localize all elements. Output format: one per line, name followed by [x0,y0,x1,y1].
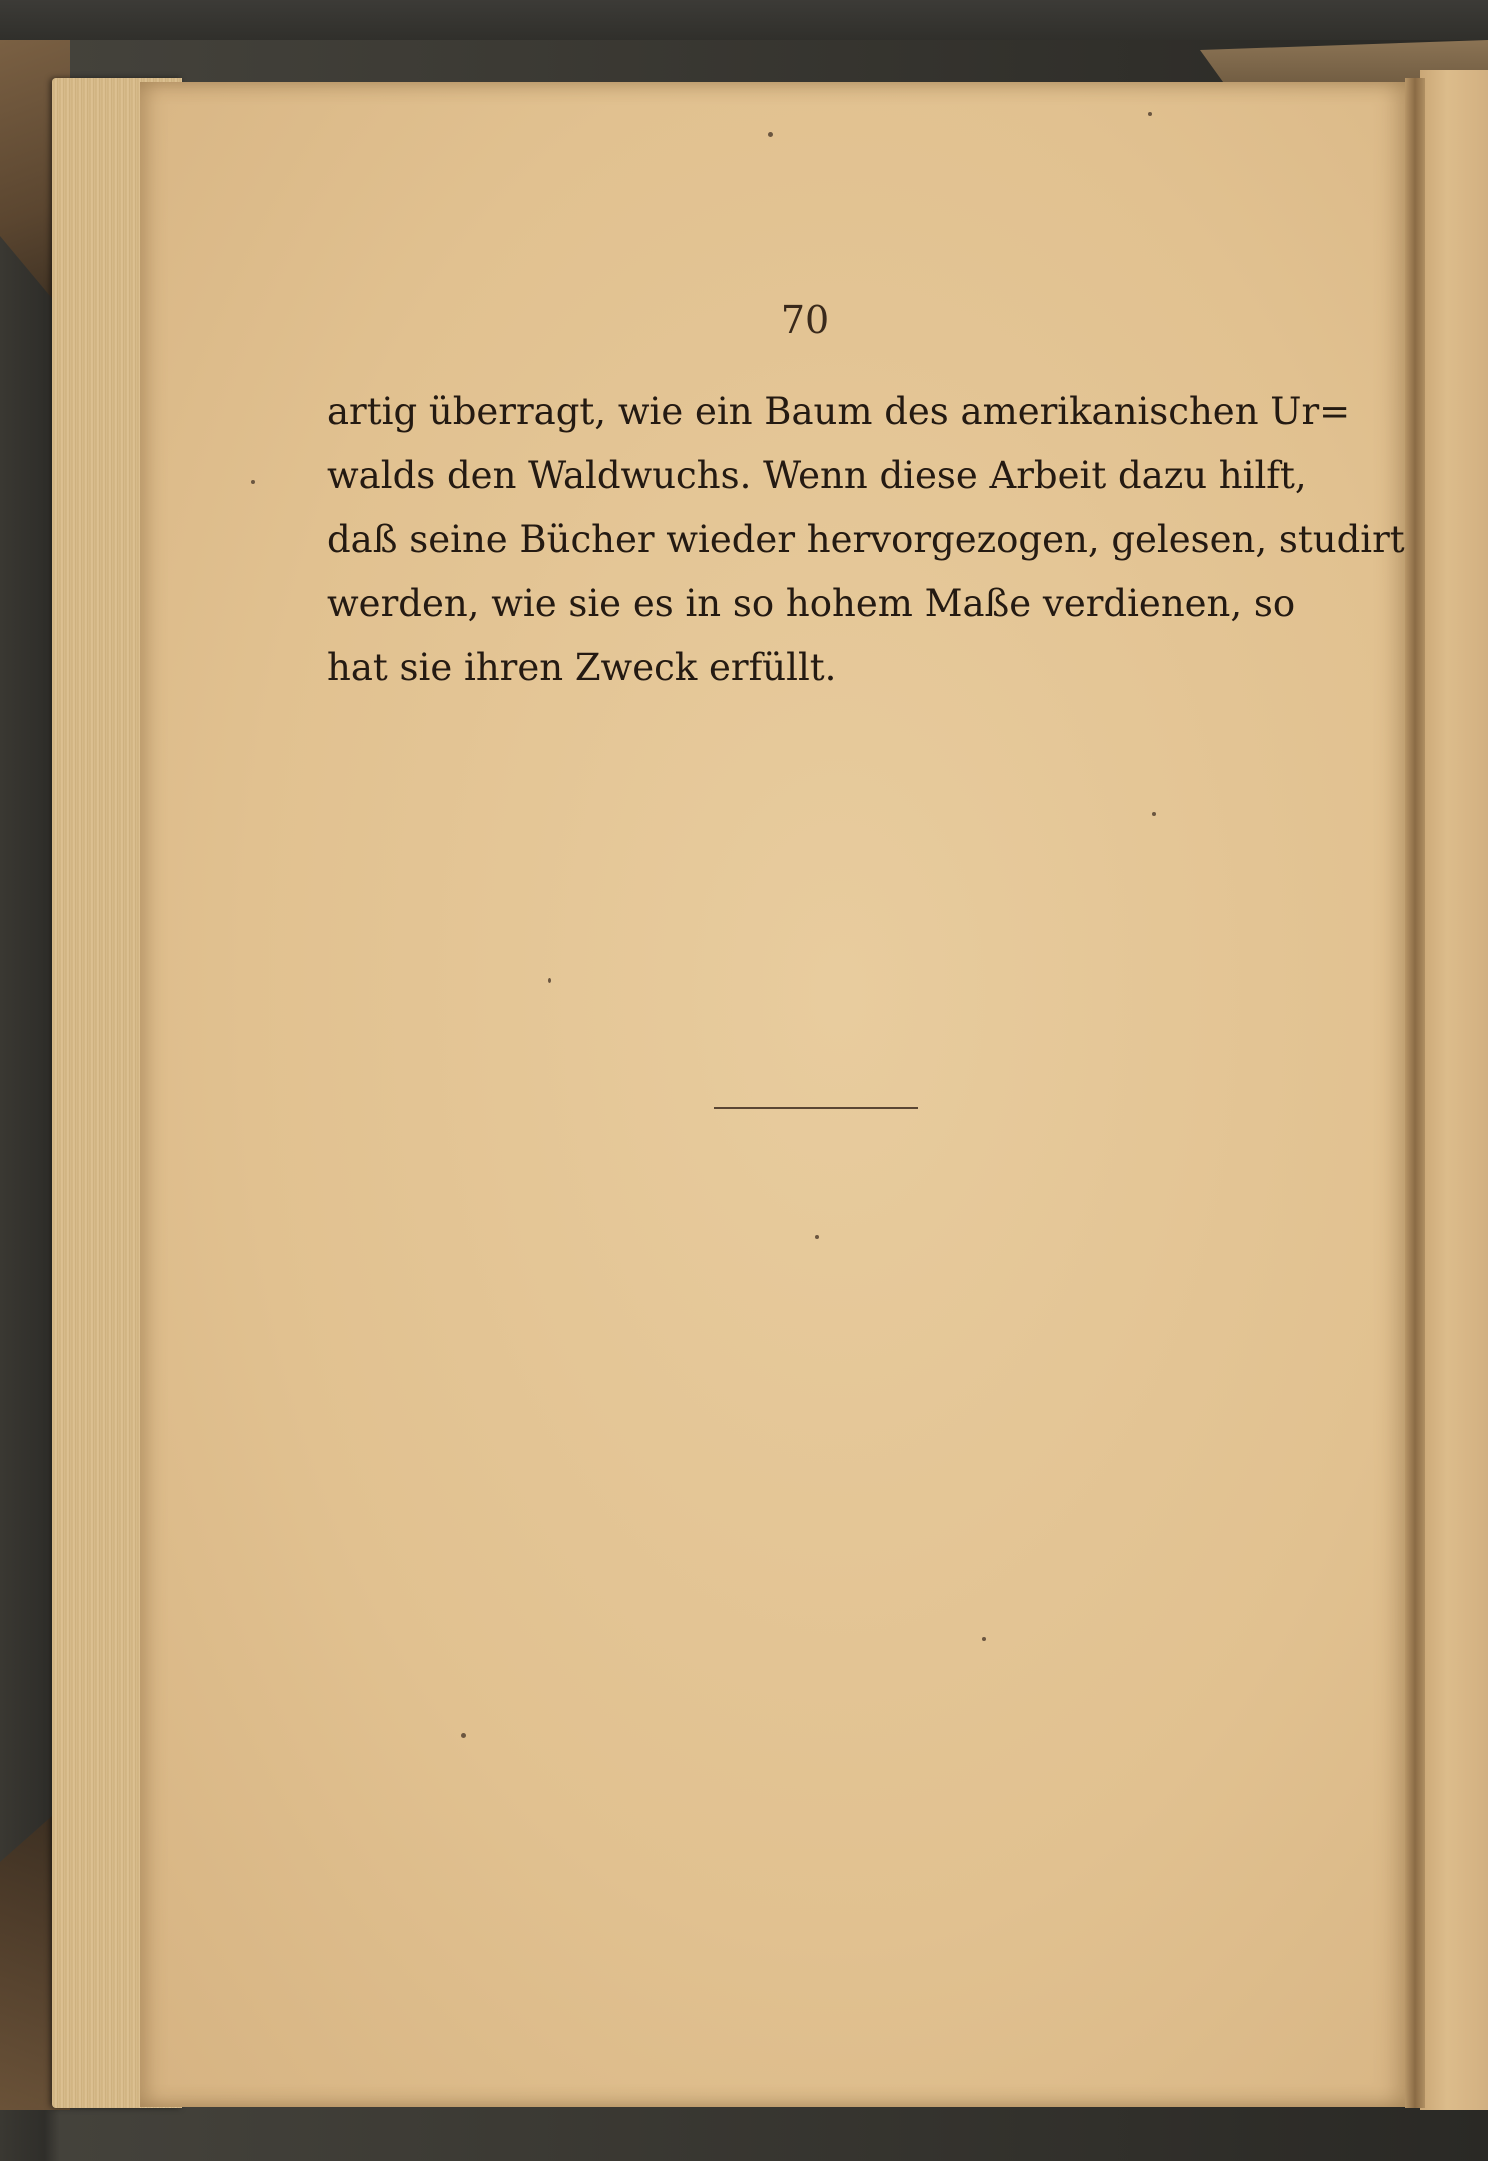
page-gutter [1405,78,1425,2108]
paper-speck [1148,112,1152,116]
paper-speck [815,1235,819,1239]
paper-speck [548,978,551,983]
page-number: 70 [780,298,830,342]
paper-speck [982,1637,986,1641]
text-line: walds den Waldwuchs. Wenn diese Arbeit dazu hilft, [327,454,1307,497]
paper-speck [461,1733,466,1738]
paper-speck [768,132,773,137]
text-line: daß seine Bücher wieder hervorgezogen, gelesen, studirt [327,518,1405,561]
text-line: artig überragt, wie ein Baum des amerikanischen Ur= [327,390,1351,433]
paper-speck [251,480,255,484]
text-line: werden, wie sie es in so hohem Maße verdienen, so [327,582,1296,625]
section-end-rule [714,1107,918,1109]
paper-speck [1152,812,1156,816]
facing-page-edge [1420,70,1488,2110]
text-line: hat sie ihren Zweck erfüllt. [327,646,837,689]
body-text [327,380,1405,700]
